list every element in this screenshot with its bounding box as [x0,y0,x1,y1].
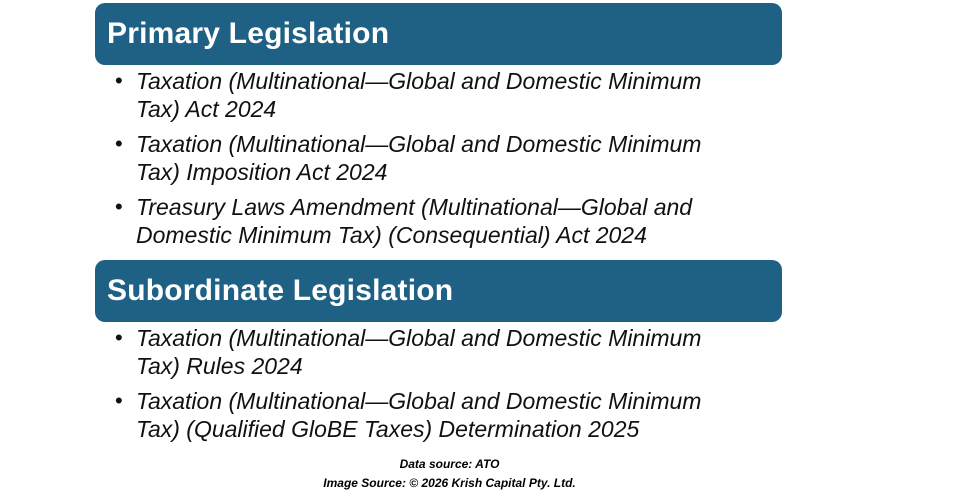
data-source-note: Data source: ATO [399,457,500,471]
item-line-2: Tax) Act 2024 [136,96,277,122]
item-line-1: Taxation (Multinational—Global and Domestic Minimum [136,388,702,414]
list-item [112,193,792,249]
bullet-icon: • [115,68,123,93]
item-line-1: Treasury Laws Amendment (Multinational—Global and [136,194,693,220]
image-source-note: Image Source: © 2026 Krish Capital Pty. Ltd. [323,476,576,490]
item-line-1: Taxation (Multinational—Global and Domestic Minimum [136,131,702,157]
item-line-1: Taxation (Multinational—Global and Domestic Minimum [136,325,702,351]
item-line-2: Domestic Minimum Tax) (Consequential) Act 2024 [136,222,647,248]
section-header-subordinate [95,260,782,322]
section-title-subordinate: Subordinate Legislation [107,274,454,307]
list-item [112,324,792,380]
bullet-icon: • [115,388,123,413]
section-header-primary [95,3,782,65]
section-title-primary: Primary Legislation [107,17,390,50]
item-line-2: Tax) (Qualified GloBE Taxes) Determination 2025 [136,416,640,442]
item-line-2: Tax) Rules 2024 [136,353,303,379]
bullet-icon: • [115,131,123,156]
subordinate-legislation-list [112,324,792,450]
list-item [112,67,792,123]
list-item [112,387,792,443]
bullet-icon: • [115,325,123,350]
primary-legislation-list [112,67,792,256]
list-item [112,130,792,186]
item-line-2: Tax) Imposition Act 2024 [136,159,388,185]
bullet-icon: • [115,194,123,219]
item-line-1: Taxation (Multinational—Global and Domestic Minimum [136,68,702,94]
